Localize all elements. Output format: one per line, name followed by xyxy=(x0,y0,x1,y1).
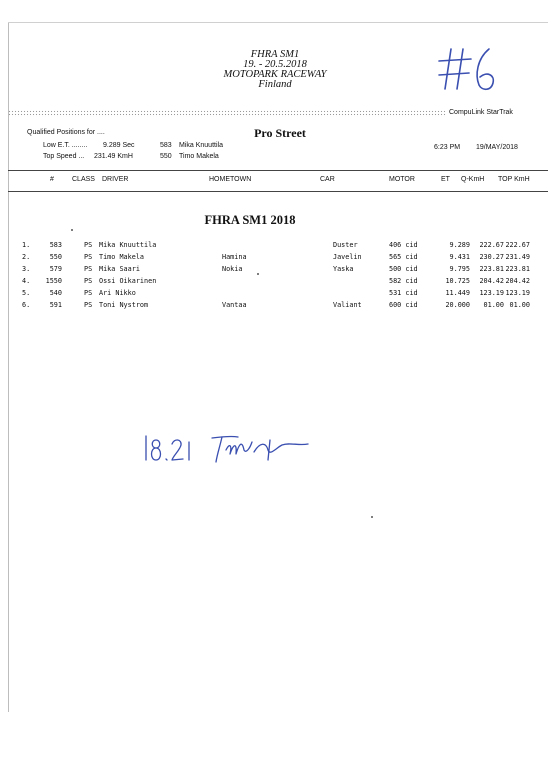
car-number: 579 xyxy=(49,265,62,273)
motor: 406 cid xyxy=(389,241,418,249)
driver: Ari Nikko xyxy=(99,289,136,297)
top-speed-driver: Timo Makela xyxy=(179,153,219,160)
motor: 582 cid xyxy=(389,277,418,285)
motor: 500 cid xyxy=(389,265,418,273)
car: Duster xyxy=(333,241,358,249)
driver: Toni Nystrom xyxy=(99,301,149,309)
class: PS xyxy=(84,265,93,273)
driver: Timo Makela xyxy=(99,253,145,261)
motor: 565 cid xyxy=(389,253,418,261)
table-row xyxy=(0,265,554,276)
header-rule-bottom xyxy=(8,191,548,192)
car-number: 591 xyxy=(49,301,62,309)
scan-speck xyxy=(71,229,73,231)
position: 6. xyxy=(22,301,31,309)
event-header xyxy=(150,50,400,90)
table-row xyxy=(0,241,554,252)
et: 20.000 xyxy=(445,301,470,309)
top-kmh: 204.42 xyxy=(505,277,530,285)
et: 9.795 xyxy=(449,265,470,273)
dotted-separator xyxy=(8,110,446,117)
event-title: FHRA SM1 xyxy=(250,49,300,60)
motor: 531 cid xyxy=(389,289,418,297)
table-row xyxy=(0,289,554,300)
q-kmh: 223.81 xyxy=(479,265,504,273)
table-row xyxy=(0,277,554,288)
driver: Mika Knuuttila xyxy=(99,241,157,249)
q-kmh: 222.67 xyxy=(479,241,504,249)
class: PS xyxy=(84,289,93,297)
position: 1. xyxy=(22,241,31,249)
class: PS xyxy=(84,253,93,261)
top-kmh: 223.81 xyxy=(505,265,530,273)
top-kmh: 123.19 xyxy=(505,289,530,297)
et: 9.431 xyxy=(449,253,470,261)
et: 10.725 xyxy=(445,277,470,285)
col-header-et: ET xyxy=(441,176,450,183)
class-title: Pro Street xyxy=(254,126,306,140)
col-header-car: CAR xyxy=(320,176,335,183)
q-kmh: 01.00 xyxy=(483,301,504,309)
event-venue: MOTOPARK RACEWAY xyxy=(223,69,327,80)
col-header-number: # xyxy=(50,176,54,183)
driver: Ossi Oikarinen xyxy=(99,277,157,285)
car: Javelin xyxy=(333,253,362,261)
report-time: 6:23 PM xyxy=(434,144,461,151)
driver: Mika Saari xyxy=(99,265,140,273)
class: PS xyxy=(84,241,93,249)
position: 5. xyxy=(22,289,31,297)
scan-speck xyxy=(257,273,259,275)
report-date: 19/MAY/2018 xyxy=(476,144,518,151)
low-et-label: Low E.T. ........ xyxy=(43,142,88,149)
page-edge-left xyxy=(8,22,9,712)
motor: 600 cid xyxy=(389,301,418,309)
et: 11.449 xyxy=(445,289,470,297)
handwritten-number-mark xyxy=(437,45,497,95)
col-header-hometown: HOMETOWN xyxy=(209,176,252,183)
position: 3. xyxy=(22,265,31,273)
top-speed-label: Top Speed ... xyxy=(43,153,85,160)
low-et-car: 583 xyxy=(160,142,172,149)
top-speed-value: 231.49 KmH xyxy=(94,153,133,160)
table-row xyxy=(0,301,554,312)
handwritten-signature xyxy=(140,428,320,468)
q-kmh: 123.19 xyxy=(479,289,504,297)
car-number: 540 xyxy=(49,289,62,297)
car: Valiant xyxy=(333,301,362,309)
hometown: Nokia xyxy=(222,265,243,273)
qualifying-heading: Qualified Positions for .... xyxy=(27,129,105,136)
low-et-driver: Mika Knuuttila xyxy=(179,142,223,149)
q-kmh: 204.42 xyxy=(479,277,504,285)
q-kmh: 230.27 xyxy=(479,253,504,261)
top-kmh: 222.67 xyxy=(505,241,530,249)
car-number: 1550 xyxy=(45,277,62,285)
scan-speck xyxy=(371,516,373,518)
col-header-class: CLASS xyxy=(72,176,95,183)
section-title: FHRA SM1 2018 xyxy=(204,213,296,227)
timing-system-label: CompuLink StarTrak xyxy=(449,109,513,116)
col-header-driver: DRIVER xyxy=(102,176,129,183)
car-number: 583 xyxy=(49,241,62,249)
col-header-motor: MOTOR xyxy=(389,176,415,183)
top-kmh: 231.49 xyxy=(505,253,530,261)
header-rule-top xyxy=(8,170,548,171)
event-country: Finland xyxy=(258,79,292,90)
top-kmh: 01.00 xyxy=(509,301,530,309)
car-number: 550 xyxy=(49,253,62,261)
top-speed-car: 550 xyxy=(160,153,172,160)
class: PS xyxy=(84,277,93,285)
event-dates: 19. - 20.5.2018 xyxy=(243,59,307,70)
hometown: Hamina xyxy=(222,253,247,261)
position: 2. xyxy=(22,253,31,261)
col-header-top-kmh: TOP KmH xyxy=(498,176,530,183)
table-row xyxy=(0,253,554,264)
col-header-q-kmh: Q-KmH xyxy=(461,176,485,183)
low-et-value: 9.289 Sec xyxy=(103,142,135,149)
page-edge-top xyxy=(8,22,548,23)
hometown: Vantaa xyxy=(222,301,247,309)
car: Yaska xyxy=(333,265,354,273)
position: 4. xyxy=(22,277,31,285)
class: PS xyxy=(84,301,93,309)
et: 9.289 xyxy=(449,241,470,249)
